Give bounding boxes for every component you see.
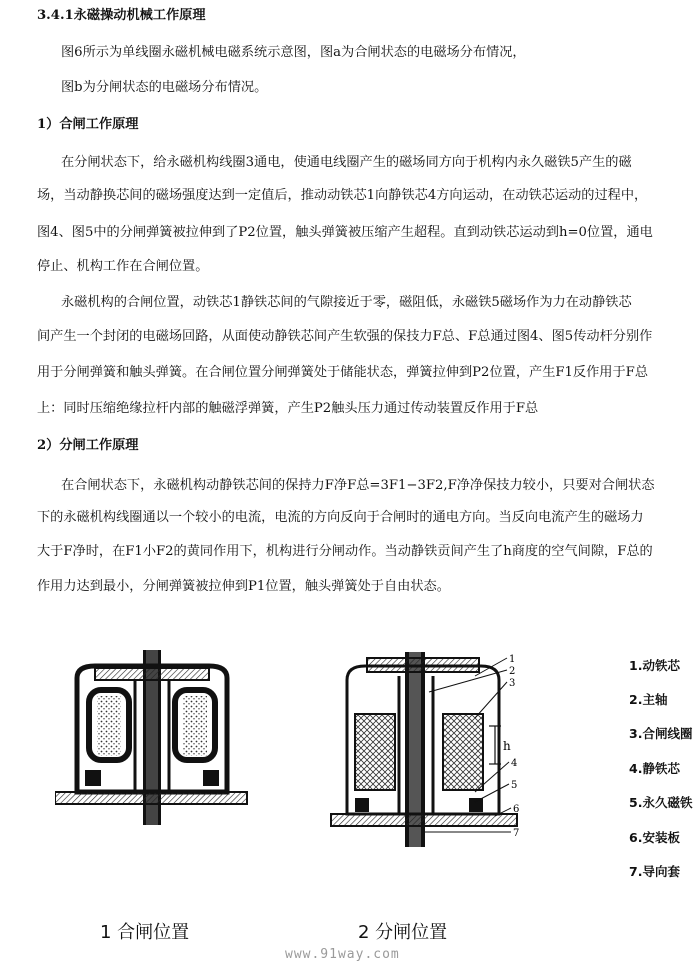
watermark: www.91way.com: [285, 947, 400, 962]
section-heading: [37, 6, 206, 26]
legend-item-closing-coil: 3.合闸线圈: [629, 726, 693, 741]
legend-item-guide-sleeve: 7.导向套: [629, 864, 680, 879]
callout-5: 5: [511, 780, 518, 791]
legend-item-static-core: 4.静铁芯: [629, 761, 680, 776]
open-position-diagram: [325, 652, 540, 847]
callout-1: 1: [509, 654, 516, 665]
callout-3: 3: [509, 678, 516, 689]
opening-para1-line-3: 大于F净时，在F1小F2的黄同作用下，机构进行分闸动作。当动静铁贡间产生了h商度的空气间隙，F总的: [37, 544, 653, 559]
legend-item-moving-core: 1.动铁芯: [629, 658, 680, 673]
closing-heading: 1）合闸工作原理: [37, 117, 139, 132]
closing-para2-line-4: 上：同时压缩绝缘拉杆内部的触磁浮弹簧，产生P2触头压力通过传动装置反作用于F总: [37, 401, 539, 416]
callout-6: 6: [513, 804, 520, 815]
opening-para1-line-2: 下的永磁机构线圈通以一个较小的电流，电流的方向反向于合闸时的通电方向。当反向电流产生的磁场力: [37, 510, 644, 525]
section-title: 永磁操动机械工作原理: [73, 8, 206, 23]
opening-para1-line-1: 在合闸状态下，永磁机构动静铁芯间的保持力F净F总=3F1−3F2,F净净保技力较小，只要对合闸状态: [61, 478, 655, 493]
intro-line-1: 图6所示为单线圈永磁机械电磁系统示意图，图a为合闸状态的电磁场分布情况，: [61, 45, 526, 60]
opening-heading: 2）分闸工作原理: [37, 438, 139, 453]
closing-para2-line-1: 永磁机构的合闸位置，动铁芯1静铁芯间的气隙接近于零，磁阻低，永磁铁5磁场作为力在动静铁芯: [61, 295, 632, 310]
legend-item-permanent-magnet: 5.永久磁铁: [629, 795, 693, 810]
closed-position-diagram: [55, 650, 255, 825]
closing-para1-line-3: 图4、图5中的分闸弹簧被拉伸到了P2位置，触头弹簧被压缩产生超程。直到动铁芯运动到h=0位置，通电: [37, 225, 653, 240]
callout-4: 4: [511, 758, 518, 769]
section-number: 3.4.1: [37, 8, 74, 23]
callout-gap-h: h: [503, 739, 511, 753]
callout-2: 2: [509, 666, 516, 677]
legend-item-mounting-plate: 6.安装板: [629, 830, 680, 845]
closing-para1-line-2: 场，当动静换芯间的磁场强度达到一定值后，推动动铁芯1向静铁芯4方向运动，在动铁芯运动的过程中，: [37, 188, 648, 203]
closing-para2-line-2: 间产生一个封闭的电磁场回路，从面使动静铁芯间产生软强的保技力F总、F总通过图4、图5传动杆分别作: [37, 329, 653, 344]
opening-para1-line-4: 作用力达到最小，分闸弹簧被拉伸到P1位置，触头弹簧处于自由状态。: [37, 579, 450, 594]
caption-open-position: 2 分闸位置: [358, 922, 448, 943]
closing-para1-line-1: 在分闸状态下，给永磁机构线圈3通电，使通电线圈产生的磁场同方向于机构内永久磁铁5产生的磁: [61, 155, 632, 170]
intro-line-2: 图b为分闸状态的电磁场分布情况。: [61, 80, 268, 95]
closing-para2-line-3: 用于分闸弹簧和触头弹簧。在合闸位置分闸弹簧处于储能状态，弹簧拉伸到P2位置，产生F1反作用于F总: [37, 365, 649, 380]
legend-item-main-shaft: 2.主轴: [629, 692, 668, 707]
caption-closed-position: 1 合闸位置: [100, 922, 190, 943]
callout-7: 7: [513, 828, 520, 839]
closing-para1-line-4: 停止、机构工作在合闸位置。: [37, 259, 209, 274]
